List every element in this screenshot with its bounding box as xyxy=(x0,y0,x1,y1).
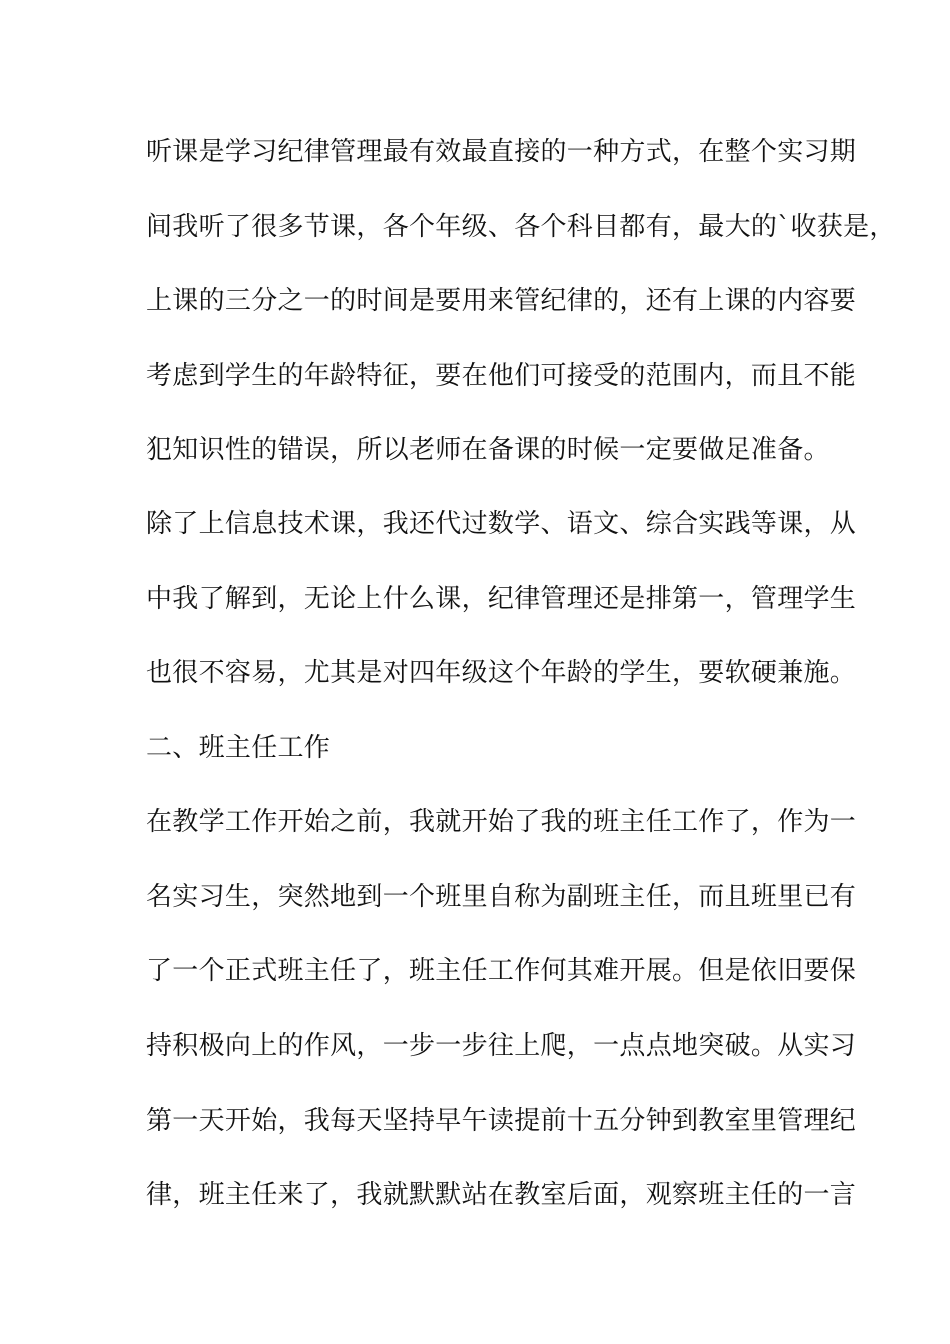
text-line: 律，班主任来了，我就默默站在教室后面，观察班主任的一言 xyxy=(146,1180,857,1210)
text-line: 上课的三分之一的时间是要用来管纪律的，还有上课的内容要 xyxy=(146,286,857,316)
section-heading: 二、班主任工作 xyxy=(146,733,331,763)
text-line: 听课是学习纪律管理最有效最直接的一种方式，在整个实习期 xyxy=(146,137,857,167)
text-line: 中我了解到，无论上什么课，纪律管理还是排第一，管理学生 xyxy=(146,584,857,614)
text-line: 持积极向上的作风，一步一步往上爬，一点点地突破。从实习 xyxy=(146,1031,857,1061)
text-line: 在教学工作开始之前，我就开始了我的班主任工作了，作为一 xyxy=(146,807,857,837)
text-line: 间我听了很多节课，各个年级、各个科目都有，最大的`收获是， xyxy=(146,212,896,242)
text-line: 犯知识性的错误，所以老师在备课的时候一定要做足准备。 xyxy=(146,435,830,465)
text-line: 也很不容易，尤其是对四年级这个年龄的学生，要软硬兼施。 xyxy=(146,658,857,688)
text-line: 第一天开始，我每天坚持早午读提前十五分钟到教室里管理纪 xyxy=(146,1106,857,1136)
text-line: 名实习生，突然地到一个班里自称为副班主任，而且班里已有 xyxy=(146,882,857,912)
text-line: 除了上信息技术课，我还代过数学、语文、综合实践等课，从 xyxy=(146,509,857,539)
text-line: 了一个正式班主任了，班主任工作何其难开展。但是依旧要保 xyxy=(146,956,857,986)
text-line: 考虑到学生的年龄特征，要在他们可接受的范围内，而且不能 xyxy=(146,361,857,391)
